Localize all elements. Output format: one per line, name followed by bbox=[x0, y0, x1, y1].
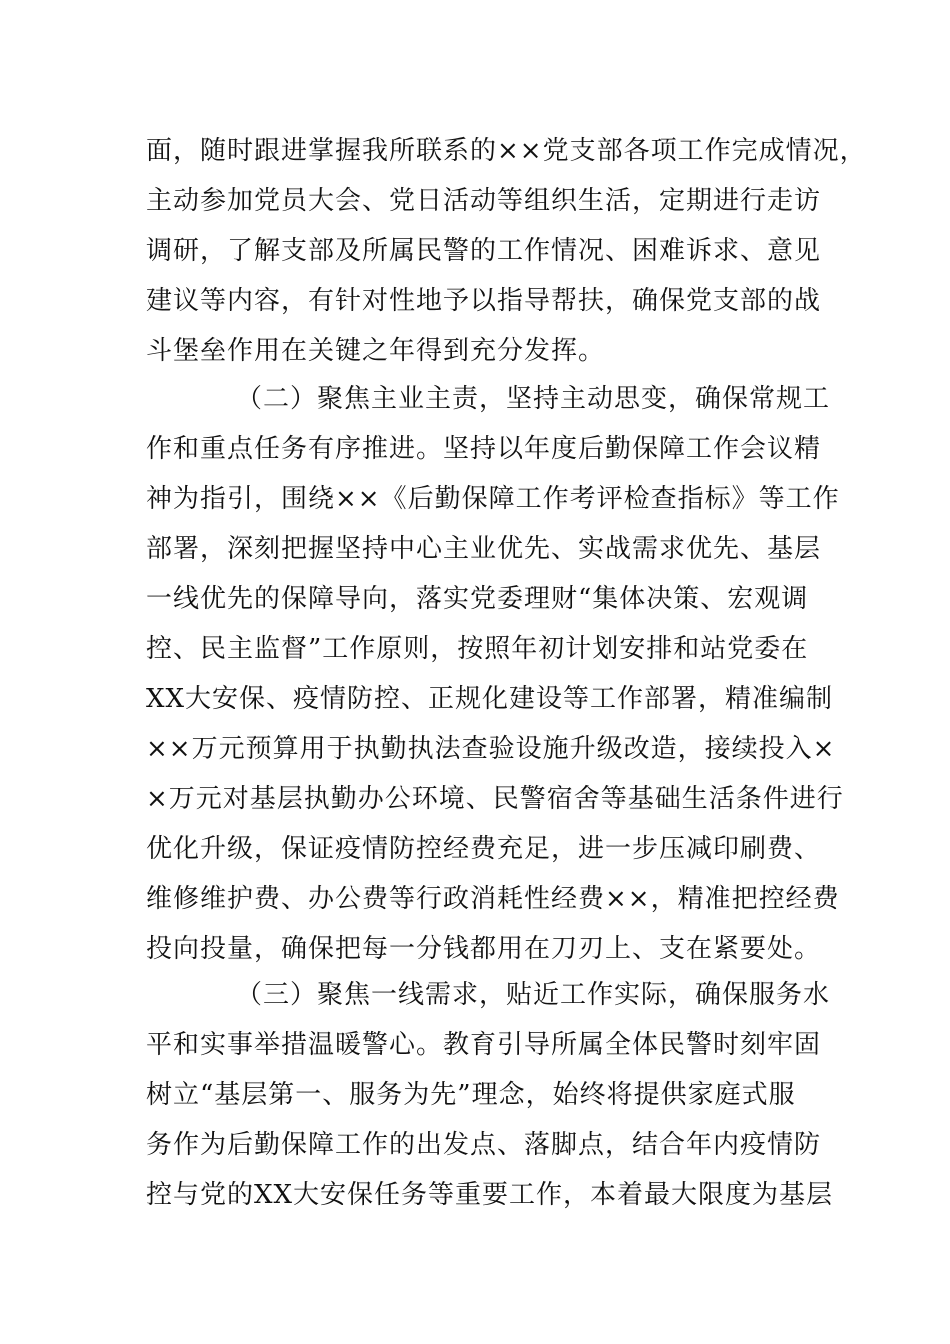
paragraph-1 bbox=[146, 126, 867, 376]
paragraph-3-line-4: 务作为后勤保障工作的出发点、落脚点，结合年内疫情防 bbox=[146, 1130, 822, 1160]
paragraph-2 bbox=[146, 374, 844, 974]
paragraph-2-line-2: 作和重点任务有序推进。坚持以年度后勤保障工作会议精 bbox=[146, 434, 822, 464]
paragraph-2-line-7: XX大安保、疫情防控、正规化建设等工作部署，精准编制 bbox=[146, 684, 834, 714]
paragraph-3-line-1: （三）聚焦一线需求，贴近工作实际，确保服务水 bbox=[236, 980, 831, 1010]
paragraph-2-line-9: ×万元对基层执勤办公环境、民警宿舍等基础生活条件进行 bbox=[146, 784, 844, 814]
paragraph-2-line-6: 控、民主监督”工作原则，按照年初计划安排和站党委在 bbox=[146, 634, 809, 664]
paragraph-1-line-3: 调研，了解支部及所属民警的工作情况、困难诉求、意见 bbox=[146, 236, 822, 266]
paragraph-1-line-1: 面，随时跟进掌握我所联系的××党支部各项工作完成情况， bbox=[146, 136, 867, 166]
paragraph-2-line-5: 一线优先的保障导向，落实党委理财“集体决策、宏观调 bbox=[146, 584, 809, 614]
paragraph-2-line-1: （二）聚焦主业主责，坚持主动思变，确保常规工 bbox=[236, 384, 831, 414]
paragraph-1-line-4: 建议等内容，有针对性地予以指导帮扶，确保党支部的战 bbox=[146, 286, 822, 316]
paragraph-1-line-5: 斗堡垒作用在关键之年得到充分发挥。 bbox=[146, 336, 606, 366]
paragraph-2-line-11: 维修维护费、办公费等行政消耗性经费××，精准把控经费 bbox=[146, 884, 840, 914]
paragraph-3 bbox=[146, 970, 834, 1220]
paragraph-2-line-12: 投向投量，确保把每一分钱都用在刀刃上、支在紧要处。 bbox=[146, 934, 822, 964]
paragraph-1-line-2: 主动参加党员大会、党日活动等组织生活，定期进行走访 bbox=[146, 186, 822, 216]
paragraph-3-line-5: 控与党的XX大安保任务等重要工作，本着最大限度为基层 bbox=[146, 1180, 834, 1210]
paragraph-2-line-3: 神为指引，围绕××《后勤保障工作考评检查指标》等工作 bbox=[146, 484, 840, 514]
paragraph-2-line-10: 优化升级，保证疫情防控经费充足，进一步压减印刷费、 bbox=[146, 834, 822, 864]
paragraph-2-line-8: ××万元预算用于执勤执法查验设施升级改造，接续投入× bbox=[146, 734, 836, 764]
paragraph-3-line-2: 平和实事举措温暖警心。教育引导所属全体民警时刻牢固 bbox=[146, 1030, 822, 1060]
paragraph-3-line-3: 树立“基层第一、服务为先”理念，始终将提供家庭式服 bbox=[146, 1080, 796, 1110]
paragraph-2-line-4: 部署，深刻把握坚持中心主业优先、实战需求优先、基层 bbox=[146, 534, 822, 564]
